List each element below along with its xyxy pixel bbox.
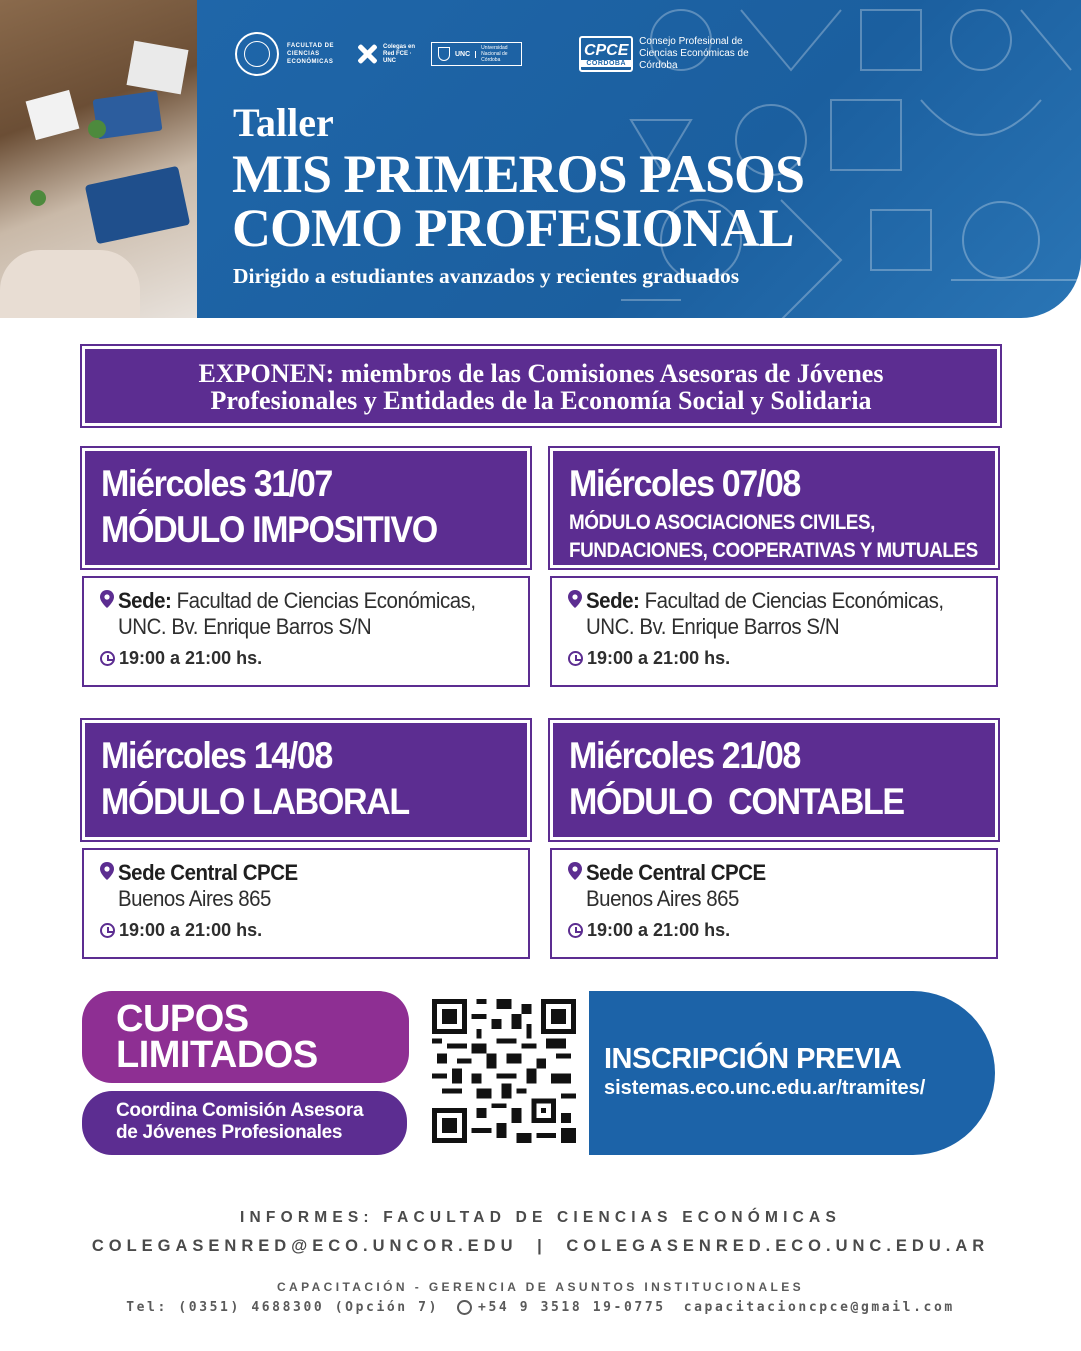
card-module: MÓDULO CONTABLE [569,781,904,822]
title-line-1: MIS PRIMEROS PASOS [232,144,805,204]
cupos-limitados-badge [82,991,409,1083]
footer-capacitacion: CAPACITACIÓN - GERENCIA DE ASUNTOS INSTITUCIONALES [276,1280,805,1294]
exponen-banner [82,346,1000,426]
clock-icon [568,651,583,666]
module-card-impositivo [82,448,530,687]
footer-web-link[interactable]: COLEGASENRED.ECO.UNC.EDU.AR [566,1237,990,1255]
colegas-en-red-logo [355,42,419,66]
logos-row [235,28,763,80]
location [100,588,528,640]
module-card-contable [550,720,998,959]
cpce-city: CORDOBA [581,60,631,67]
page-subtitle: Dirigido a estudiantes avanzados y recientes graduados [233,264,740,288]
colegas-logo-text: Colegas en Red FCE · UNC [383,43,416,64]
colegas-mark-icon [355,42,379,66]
whatsapp-icon [457,1300,472,1315]
exponen-line-1: EXPONEN: miembros de las Comisiones Asesoras de Jóvenes [198,359,884,388]
coordina-badge [82,1091,407,1155]
time-row [568,648,996,669]
header [0,0,1081,318]
card-details [82,576,530,687]
clock-icon [100,923,115,938]
inscripcion-title: INSCRIPCIÓN PREVIA [604,1043,902,1075]
time-row [100,920,528,941]
cpce-logo [579,36,763,72]
unc-subtitle: Universidad Nacional de Córdoba [481,45,508,63]
unc-logo [431,42,522,66]
location [100,860,528,912]
card-date: Miércoles 07/08 [569,463,800,504]
time-text: 19:00 a 21:00 hs. [587,648,731,668]
card-header [550,720,998,840]
card-details [550,576,998,687]
sede-line-2: UNC. Bv. Enrique Barros S/N [118,614,372,639]
title-banner [197,0,1081,318]
time-text: 19:00 a 21:00 hs. [119,648,263,668]
module-card-asociaciones [550,448,998,687]
title-line-2: COMO PROFESIONAL [232,198,794,258]
sede-label: Sede: [118,588,172,613]
location-pin-icon [100,590,114,608]
taller-label: Taller [233,100,334,145]
card-header [82,720,530,840]
sede-line-1: Facultad de Ciencias Económicas, [171,588,476,613]
card-date: Miércoles 31/07 [101,463,332,504]
time-row [568,920,996,941]
sede-line-2: Buenos Aires 865 [118,886,271,911]
sede-line-1: Facultad de Ciencias Económicas, [639,588,944,613]
coordina-line-2: de Jóvenes Profesionales [116,1122,343,1143]
page-title [232,144,805,258]
sede-line-2: UNC. Bv. Enrique Barros S/N [586,614,840,639]
clock-icon [568,923,583,938]
footer-tel: Tel: (0351) 4688300 (Opción 7) [126,1300,440,1315]
qr-code-icon[interactable] [432,999,576,1143]
sede-line-2: Buenos Aires 865 [586,886,739,911]
exponen-line-2: Profesionales y Entidades de la Economía Social y Solidaria [210,386,872,415]
clock-icon [100,651,115,666]
cpce-name: Consejo Profesional de Ciencias Económicas de Córdoba [639,36,749,71]
card-date: Miércoles 14/08 [101,735,332,776]
card-header [550,448,998,568]
location [568,860,996,912]
card-module: MÓDULO LABORAL [101,781,409,822]
footer-gmail-link[interactable]: capacitacioncpce@gmail.com [683,1300,955,1315]
card-module: MÓDULO IMPOSITIVO [101,509,437,550]
footer-whatsapp: +54 9 3518 19-0775 [478,1300,666,1315]
footer-phones [0,1300,1081,1315]
cupos-line-2: LIMITADOS [116,1034,318,1076]
time-text: 19:00 a 21:00 hs. [587,920,731,940]
footer-contacts [0,1237,1081,1256]
coordina-line-1: Coordina Comisión Asesora [116,1100,364,1121]
cpce-abbr: CPCE [583,41,629,59]
sede-label: Sede: [586,588,640,613]
card-details [82,848,530,959]
location-pin-icon [568,862,582,880]
card-module-line-2: FUNDACIONES, COOPERATIVAS Y MUTUALES [569,539,978,562]
footer-separator: | [537,1237,547,1255]
unc-label: UNC [455,51,476,58]
location-pin-icon [568,590,582,608]
card-header [82,448,530,568]
cpce-badge [579,36,633,72]
footer-email-link[interactable]: COLEGASENRED@ECO.UNCOR.EDU [91,1237,518,1255]
time-row [100,648,528,669]
unc-shield-icon [438,47,450,61]
inscripcion-link[interactable]: sistemas.eco.unc.edu.ar/tramites/ [604,1077,926,1099]
card-module-line-1: MÓDULO ASOCIACIONES CIVILES, [569,511,875,534]
inscripcion-panel [589,991,995,1155]
cupos-line-1: CUPOS [116,998,249,1040]
card-details [550,848,998,959]
footer-informes: INFORMES: FACULTAD DE CIENCIAS ECONÓMICAS [240,1209,841,1226]
module-card-laboral [82,720,530,959]
fce-logo-text: FACULTAD DE CIENCIAS ECONÓMICAS [287,43,334,65]
fce-seal-icon [235,32,279,76]
sede-label: Sede Central CPCE [118,860,298,885]
location [568,588,996,640]
time-text: 19:00 a 21:00 hs. [119,920,263,940]
sede-label: Sede Central CPCE [586,860,766,885]
location-pin-icon [100,862,114,880]
office-photo [0,0,200,318]
card-date: Miércoles 21/08 [569,735,800,776]
